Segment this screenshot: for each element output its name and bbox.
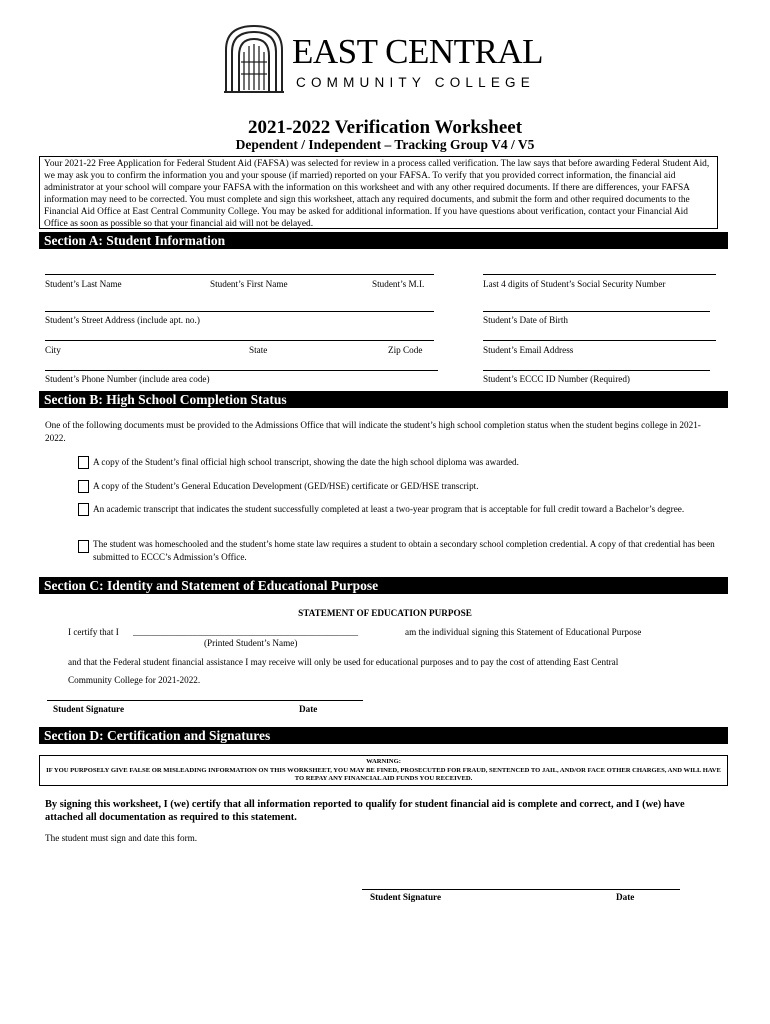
dob-line[interactable] bbox=[483, 311, 710, 312]
ssn-label: Last 4 digits of Student’s Social Security Number bbox=[483, 279, 666, 289]
warning-box bbox=[39, 755, 728, 786]
ssn-line[interactable] bbox=[483, 274, 716, 275]
email-line[interactable] bbox=[483, 340, 716, 341]
phone-line[interactable] bbox=[45, 370, 438, 371]
college-logo bbox=[222, 20, 552, 100]
homeschool-checkbox[interactable] bbox=[78, 540, 89, 553]
zip-label: Zip Code bbox=[388, 345, 423, 355]
first-name-label: Student’s First Name bbox=[210, 279, 288, 289]
section-c-heading: Section C: Identity and Statement of Educational Purpose bbox=[39, 577, 728, 594]
final-date-label: Date bbox=[616, 892, 635, 902]
certify-suffix: am the individual signing this Statement of Educational Purpose bbox=[405, 627, 642, 637]
section-a-heading: Section A: Student Information bbox=[39, 232, 728, 249]
college-name: EAST CENTRAL bbox=[292, 32, 543, 71]
state-label: State bbox=[249, 345, 268, 355]
certify-prefix: I certify that I bbox=[68, 627, 119, 637]
printed-name-field[interactable]: _________________________________________________ bbox=[133, 627, 359, 637]
option-text: An academic transcript that indicates the student successfully completed at least a two-year program that is acceptable for full credit toward a Bachelor’s degree. bbox=[93, 504, 685, 514]
academic-transcript-checkbox[interactable] bbox=[78, 503, 89, 516]
final-signature-label: Student Signature bbox=[370, 892, 442, 902]
option-text: The student was homeschooled and the student’s home state law requires a student to obtain a secondary school completion credential. A copy of that credential has been submitted to ECCC’s Admission’s Office. bbox=[93, 539, 715, 562]
mi-label: Student’s M.I. bbox=[372, 279, 425, 289]
college-subtitle: COMMUNITY COLLEGE bbox=[296, 75, 535, 90]
phone-label: Student’s Phone Number (include area code) bbox=[45, 374, 210, 384]
warning-title: WARNING: bbox=[366, 758, 401, 765]
email-label: Student’s Email Address bbox=[483, 345, 574, 355]
section-d-heading: Section D: Certification and Signatures bbox=[39, 727, 728, 744]
page-subtitle: Dependent / Independent – Tracking Group V4 / V5 bbox=[235, 137, 535, 152]
certification-statement: By signing this worksheet, I (we) certify that all information reported to qualify for student financial aid is complete and correct, and I (we) have attached all documentation as required to this statement. bbox=[45, 799, 685, 823]
option-text: A copy of the Student’s final official high school transcript, showing the date the high school diploma was awarded. bbox=[93, 457, 519, 467]
date-label: Date bbox=[299, 704, 318, 714]
city-label: City bbox=[45, 345, 61, 355]
dob-label: Student’s Date of Birth bbox=[483, 315, 568, 325]
signature-label: Student Signature bbox=[53, 704, 125, 714]
name-line[interactable] bbox=[45, 274, 434, 275]
eccc-id-label: Student’s ECCC ID Number (Required) bbox=[483, 374, 630, 384]
purpose-line-1: and that the Federal student financial assistance I may receive will only be used for educational purposes and to pay the cost of attending East Central bbox=[68, 657, 619, 667]
last-name-label: Student’s Last Name bbox=[45, 279, 122, 289]
eccc-id-line[interactable] bbox=[483, 370, 710, 371]
ged-checkbox[interactable] bbox=[78, 480, 89, 493]
final-signature-line[interactable] bbox=[362, 889, 680, 890]
option-text: A copy of the Student’s General Education Development (GED/HSE) certificate or GED/HSE transcript. bbox=[93, 481, 479, 491]
section-b-heading: Section B: High School Completion Status bbox=[39, 391, 728, 408]
city-state-zip-line[interactable] bbox=[45, 340, 434, 341]
sign-note: The student must sign and date this form. bbox=[45, 833, 198, 843]
archway-logo-icon bbox=[222, 22, 286, 94]
hs-transcript-checkbox[interactable] bbox=[78, 456, 89, 469]
intro-box: Your 2021-22 Free Application for Federal Student Aid (FAFSA) was selected for review in a process called verification. The law says that before awarding Federal Student Aid, we may ask you to confirm the information you and your spouse (if married) reported on your FAFSA. To verify that you provided correct information, the financial aid administrator at your school will compare your FAFSA with the information on this worksheet and with any other required documents. If there are differences, your FAFSA information may need to be corrected. You must complete and sign this worksheet, attach any required documents, and submit the form and other required documents to the Financial Aid Office at East Central Community College. You may be asked for additional information. If you have questions about verification, contact your Financial Aid Office as soon as possible so that your financial aid will not be delayed. bbox=[39, 156, 718, 229]
statement-title: STATEMENT OF EDUCATION PURPOSE bbox=[298, 608, 472, 618]
section-b-intro: One of the following documents must be provided to the Admissions Office that will indicate the student’s high school completion status when the student begins college in 2021-2022. bbox=[45, 420, 701, 443]
street-label: Student’s Street Address (include apt. no.) bbox=[45, 315, 200, 325]
warning-text: IF YOU PURPOSELY GIVE FALSE OR MISLEADING INFORMATION ON THIS WORKSHEET, YOU MAY BE FINED, PROSECUTED FOR FRAUD, SENTENCED TO JAIL, AND/OR FACE OTHER CHARGES, AND WILL HAVE TO REPAY ANY FINANCIAL AID FUNDS YOU RECEIVED. bbox=[46, 766, 721, 782]
signature-line[interactable] bbox=[47, 700, 363, 701]
street-line[interactable] bbox=[45, 311, 434, 312]
purpose-line-2: Community College for 2021-2022. bbox=[68, 675, 201, 685]
page-title: 2021-2022 Verification Worksheet bbox=[247, 117, 523, 138]
printed-name-label: (Printed Student’s Name) bbox=[204, 638, 298, 648]
